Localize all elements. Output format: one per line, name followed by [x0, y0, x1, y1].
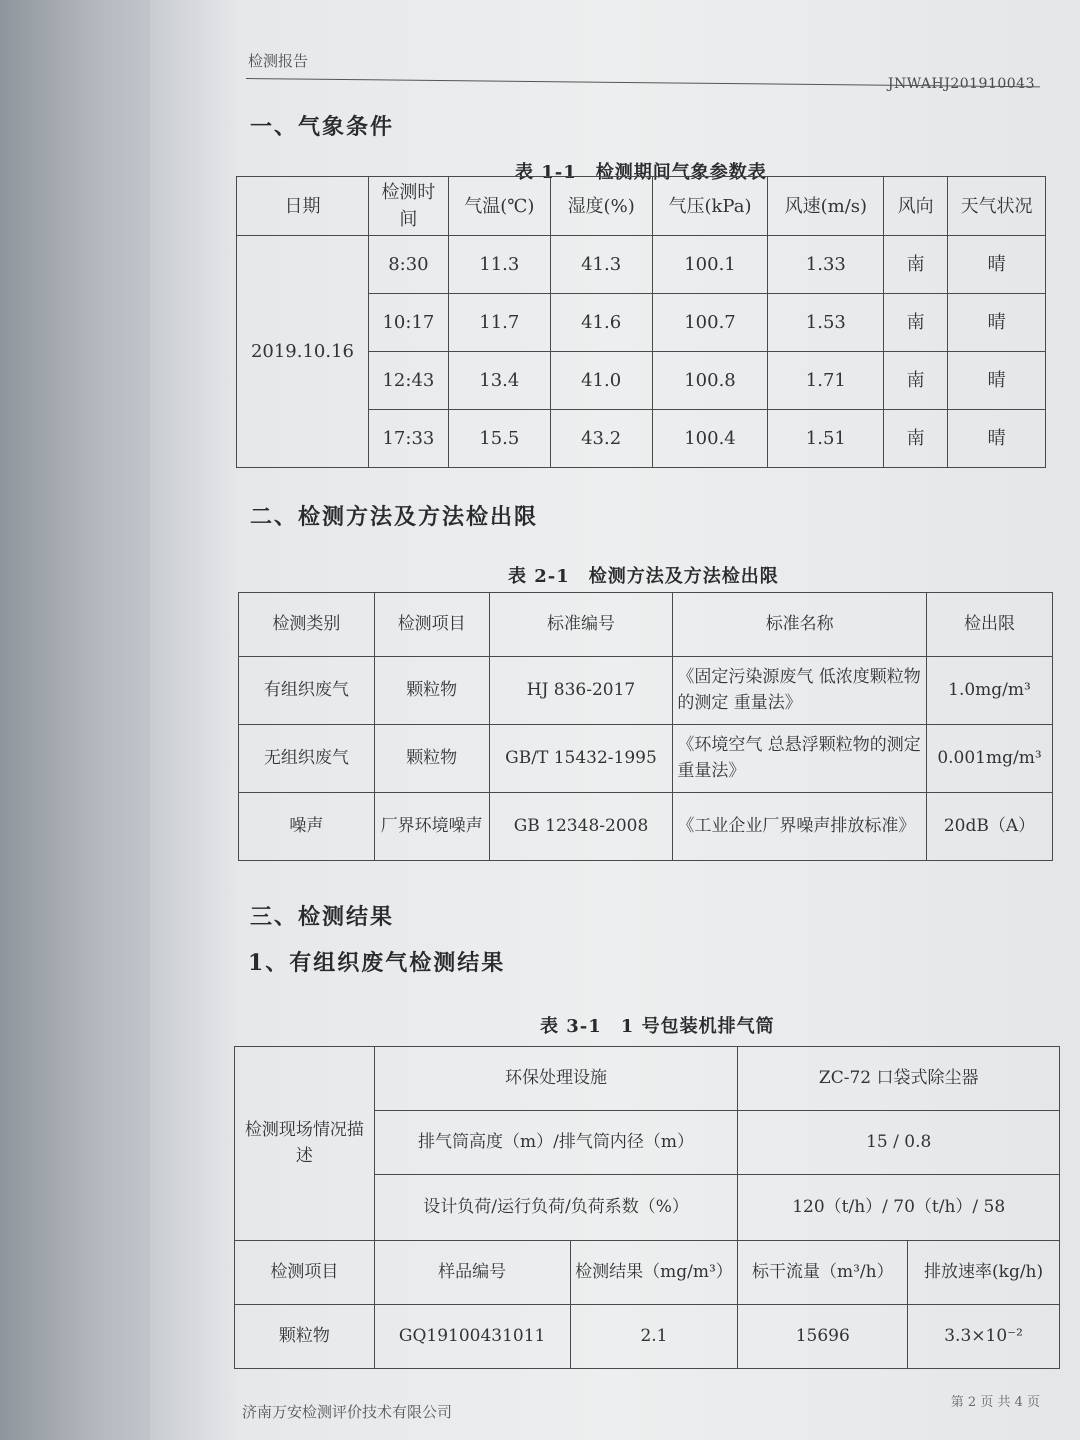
cell-category: 有组织废气	[239, 657, 375, 725]
cell-code: GB/T 15432-1995	[489, 725, 673, 793]
col-humidity: 湿度(%)	[550, 177, 652, 236]
section3-heading: 三、检测结果	[250, 904, 395, 930]
col-temp: 气温(℃)	[448, 177, 550, 236]
emission-table	[234, 1046, 1060, 1369]
cell-wind-dir: 南	[884, 352, 948, 410]
col-sample-id: 样品编号	[374, 1241, 570, 1305]
cell-category: 噪声	[239, 793, 375, 861]
col-test-item: 检测项目	[235, 1241, 375, 1305]
header-title: 检测报告	[248, 52, 309, 70]
cell-limit: 20dB（A）	[926, 793, 1052, 861]
col-standard-name: 标准名称	[673, 593, 927, 657]
cell-humidity: 41.6	[550, 294, 652, 352]
cell-item: 颗粒物	[374, 657, 489, 725]
cell-code: GB 12348-2008	[489, 793, 673, 861]
cell-pressure: 100.7	[652, 294, 768, 352]
table3-caption: 表 3-1 1 号包装机排气筒	[540, 1016, 775, 1037]
cell-humidity: 41.0	[550, 352, 652, 410]
site-row-value: 120（t/h）/ 70（t/h）/ 58	[738, 1175, 1060, 1241]
cell-result: 2.1	[570, 1305, 738, 1369]
section3-subheading: 1、有组织废气检测结果	[248, 950, 506, 976]
result-header-row	[235, 1241, 1060, 1305]
col-category: 检测类别	[239, 593, 375, 657]
cell-limit: 0.001mg/m³	[926, 725, 1052, 793]
table1-caption: 表 1-1 检测期间气象参数表	[515, 162, 767, 183]
table-row	[239, 793, 1053, 861]
table-row	[237, 236, 1046, 294]
table-row	[235, 1047, 1060, 1111]
cell-wind-dir: 南	[884, 294, 948, 352]
cell-weather: 晴	[948, 236, 1046, 294]
col-item: 检测项目	[374, 593, 489, 657]
cell-category: 无组织废气	[239, 725, 375, 793]
cell-wind-speed: 1.33	[768, 236, 884, 294]
cell-flow: 15696	[738, 1305, 908, 1369]
cell-weather: 晴	[948, 410, 1046, 468]
cell-wind-speed: 1.51	[768, 410, 884, 468]
cell-wind-speed: 1.53	[768, 294, 884, 352]
section1-heading: 一、气象条件	[250, 114, 395, 140]
site-row-label: 设计负荷/运行负荷/负荷系数（%）	[374, 1175, 738, 1241]
cell-time: 10:17	[368, 294, 448, 352]
table-row	[235, 1305, 1060, 1369]
table-row	[239, 725, 1053, 793]
site-row-label: 环保处理设施	[374, 1047, 738, 1111]
cell-limit: 1.0mg/m³	[926, 657, 1052, 725]
cell-time: 8:30	[368, 236, 448, 294]
cell-weather: 晴	[948, 294, 1046, 352]
cell-standard-name: 《工业企业厂界噪声排放标准》	[673, 793, 927, 861]
cell-wind-dir: 南	[884, 410, 948, 468]
cell-humidity: 41.3	[550, 236, 652, 294]
date-cell: 2019.10.16	[237, 236, 369, 468]
site-row-label: 排气筒高度（m）/排气筒内径（m）	[374, 1111, 738, 1175]
col-flow: 标干流量（m³/h）	[738, 1241, 908, 1305]
cell-test-item: 颗粒物	[235, 1305, 375, 1369]
company-name: 济南万安检测评价技术有限公司	[242, 1403, 453, 1421]
col-date: 日期	[237, 177, 369, 236]
col-result: 检测结果（mg/m³）	[570, 1241, 738, 1305]
table2-caption: 表 2-1 检测方法及方法检出限	[508, 566, 779, 587]
col-limit: 检出限	[926, 593, 1052, 657]
cell-standard-name: 《固定污染源废气 低浓度颗粒物的测定 重量法》	[673, 657, 927, 725]
method-header-row	[239, 593, 1053, 657]
col-wind-dir: 风向	[884, 177, 948, 236]
page-number: 第 2 页 共 4 页	[950, 1395, 1040, 1410]
cell-code: HJ 836-2017	[489, 657, 673, 725]
cell-temp: 13.4	[448, 352, 550, 410]
cell-wind-dir: 南	[884, 236, 948, 294]
site-row-value: ZC-72 口袋式除尘器	[738, 1047, 1060, 1111]
section2-heading: 二、检测方法及方法检出限	[250, 504, 539, 530]
col-time: 检测时间	[368, 177, 448, 236]
weather-header-row	[237, 177, 1046, 236]
method-table	[238, 592, 1053, 861]
col-weather: 天气状况	[948, 177, 1046, 236]
cell-time: 17:33	[368, 410, 448, 468]
cell-humidity: 43.2	[550, 410, 652, 468]
cell-pressure: 100.1	[652, 236, 768, 294]
cell-temp: 15.5	[448, 410, 550, 468]
cell-rate: 3.3×10⁻²	[908, 1305, 1060, 1369]
cell-temp: 11.7	[448, 294, 550, 352]
weather-table	[236, 176, 1046, 468]
cell-wind-speed: 1.71	[768, 352, 884, 410]
cell-pressure: 100.4	[652, 410, 768, 468]
cell-item: 厂界环境噪声	[374, 793, 489, 861]
col-pressure: 气压(kPa)	[652, 177, 768, 236]
cell-temp: 11.3	[448, 236, 550, 294]
col-rate: 排放速率(kg/h)	[908, 1241, 1060, 1305]
report-number: JNWAHJ201910043	[887, 76, 1035, 92]
cell-time: 12:43	[368, 352, 448, 410]
col-code: 标准编号	[489, 593, 673, 657]
cell-item: 颗粒物	[374, 725, 489, 793]
site-row-value: 15 / 0.8	[738, 1111, 1060, 1175]
cell-weather: 晴	[948, 352, 1046, 410]
cell-sample-id: GQ19100431011	[374, 1305, 570, 1369]
report-page	[150, 0, 1080, 1440]
table-row	[239, 657, 1053, 725]
col-wind-speed: 风速(m/s)	[768, 177, 884, 236]
cell-standard-name: 《环境空气 总悬浮颗粒物的测定 重量法》	[673, 725, 927, 793]
site-description-label: 检测现场情况描述	[235, 1047, 375, 1241]
cell-pressure: 100.8	[652, 352, 768, 410]
